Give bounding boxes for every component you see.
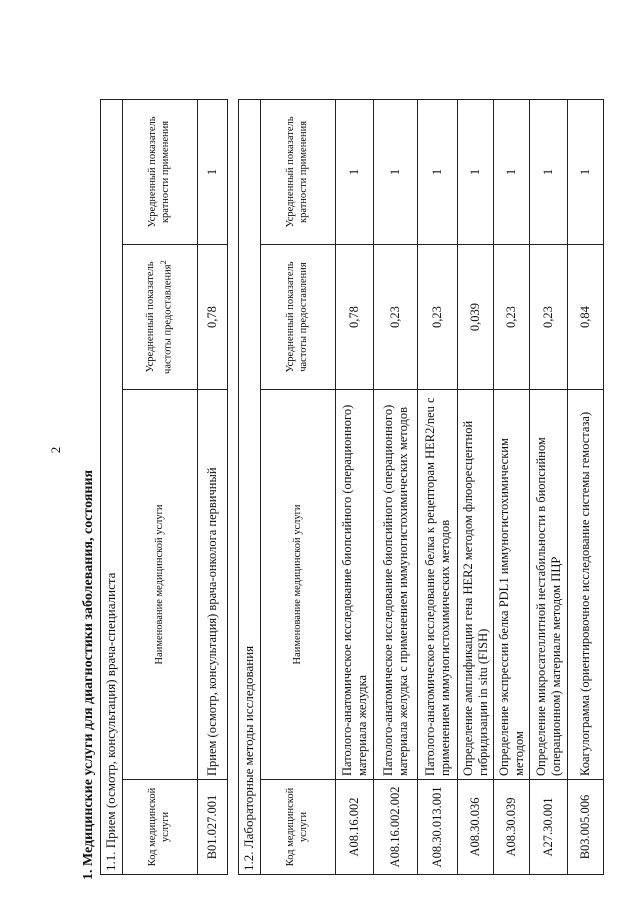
cell-code: A08.16.002 xyxy=(336,780,374,875)
header-multiplicity: Усредненный показатель кратности применения xyxy=(261,99,336,244)
table-row xyxy=(418,99,458,874)
cell-code: A27.30.001 xyxy=(530,780,568,875)
cell-frequency: 0,039 xyxy=(458,245,494,390)
cell-multiplicity: 1 xyxy=(494,99,530,244)
cell-multiplicity: 1 xyxy=(458,99,494,244)
table-laboratory xyxy=(238,99,604,875)
cell-name: Патолого-анатомическое исследование белка к рецепторам HER2/neu с применением иммуногистохимических методов xyxy=(418,390,458,780)
rotated-content xyxy=(75,70,635,880)
cell-code: A08.16.002.002 xyxy=(374,780,418,875)
cell-multiplicity: 1 xyxy=(568,99,604,244)
header-name: Наименование медицинской услуги xyxy=(261,390,336,780)
cell-frequency: 0,23 xyxy=(418,245,458,390)
cell-name: Определение микросателлитной нестабильности в биопсийном (операционном) материале методом ПЦР xyxy=(530,390,568,780)
cell-multiplicity: 1 xyxy=(530,99,568,244)
table-row xyxy=(458,99,494,874)
cell-code: A08.30.036 xyxy=(458,780,494,875)
table-row xyxy=(336,99,374,874)
cell-code: B03.005.006 xyxy=(568,780,604,875)
cell-frequency: 0,23 xyxy=(494,245,530,390)
header-frequency-text: Усредненный показатель частоты предоставления xyxy=(145,261,174,374)
cell-frequency: 0,23 xyxy=(530,245,568,390)
cell-name: Определение экспрессии белка PDL1 иммуногистохимическим методом xyxy=(494,390,530,780)
header-multiplicity: Усредненный показатель кратности применения xyxy=(123,99,198,244)
cell-code: A08.30.039 xyxy=(494,780,530,875)
cell-multiplicity: 1 xyxy=(198,99,228,244)
cell-name: Прием (осмотр, консультация) врача-онколога первичный xyxy=(198,390,228,780)
cell-code: B01.027.001 xyxy=(198,780,228,875)
cell-frequency: 0,78 xyxy=(336,245,374,390)
subsection-title: 1.2. Лабораторные методы исследования xyxy=(239,99,261,874)
header-code: Код медицинской услуги xyxy=(261,780,336,875)
cell-frequency: 0,78 xyxy=(198,245,228,390)
cell-frequency: 0,23 xyxy=(374,245,418,390)
table-row xyxy=(568,99,604,874)
header-frequency: Усредненный показатель частоты предоставления xyxy=(261,245,336,390)
subsection-title: 1.1. Прием (осмотр, консультация) врача-специалиста xyxy=(101,99,123,874)
cell-name: Определение амплификации гена HER2 методом флюоресцентной гибридизации in situ (FISH) xyxy=(458,390,494,780)
table-row xyxy=(494,99,530,874)
cell-multiplicity: 1 xyxy=(418,99,458,244)
table-consultation xyxy=(100,99,228,875)
cell-multiplicity: 1 xyxy=(374,99,418,244)
table-row xyxy=(530,99,568,874)
cell-code: A08.30.013.001 xyxy=(418,780,458,875)
cell-frequency: 0,84 xyxy=(568,245,604,390)
cell-name: Коагулограмма (ориентировочное исследование системы гемостаза) xyxy=(568,390,604,780)
page-number: 2 xyxy=(48,446,63,454)
cell-name: Патолого-анатомическое исследование биопсийного (операционного) материала желудка xyxy=(336,390,374,780)
cell-multiplicity: 1 xyxy=(336,99,374,244)
table-row xyxy=(374,99,418,874)
footnote-marker: 2 xyxy=(157,260,168,265)
section-title: 1. Медицинские услуги для диагностики заболевания, состояния xyxy=(81,469,96,880)
header-name: Наименование медицинской услуги xyxy=(123,390,198,780)
header-code: Код медицинской услуги xyxy=(123,780,198,875)
header-frequency xyxy=(123,245,198,390)
cell-name: Патолого-анатомическое исследование биопсийного (операционного) материала желудка с применением иммуногистохимических методов xyxy=(374,390,418,780)
